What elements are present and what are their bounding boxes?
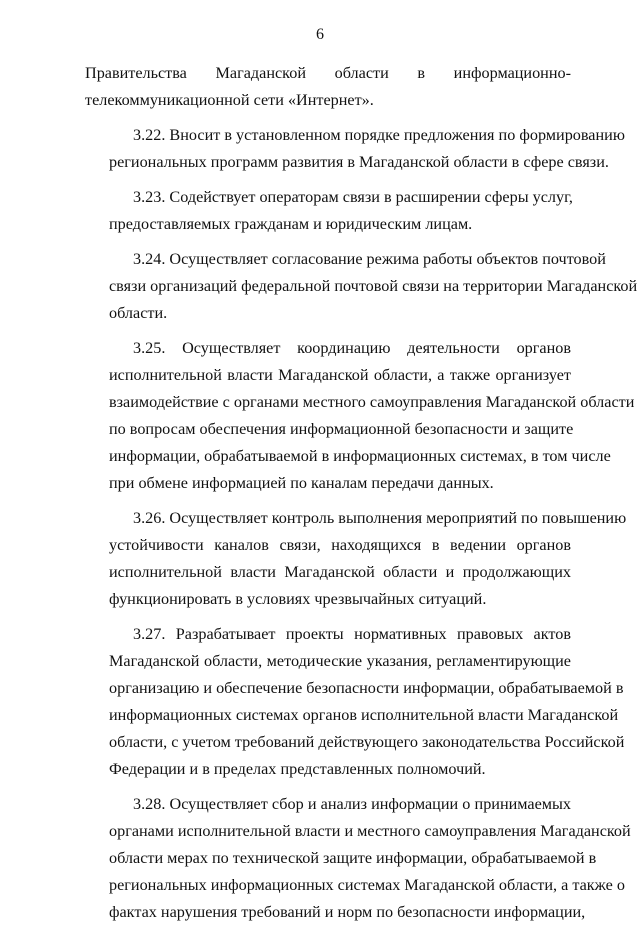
text-line: 3.28. Осуществляет сбор и анализ информации о принимаемых [133, 795, 571, 813]
text-line: предоставляемых гражданам и юридическим лицам. [109, 215, 473, 233]
paragraph [85, 505, 627, 613]
text-line: региональных программ развития в Магаданской области в сфере связи. [109, 153, 609, 171]
text-line: 3.24. Осуществляет согласование режима работы объектов почтовой [133, 250, 606, 268]
text-line: 3.23. Содействует операторам связи в расширении сферы услуг, [133, 188, 573, 206]
text-line: информационных системах органов исполнительной власти Магаданской [109, 706, 619, 724]
text-line: функционировать в условиях чрезвычайных ситуаций. [109, 590, 487, 608]
text-line: взаимодействие с органами местного самоуправления Магаданской области [109, 393, 635, 411]
text-line: телекоммуникационной сети «Интернет». [85, 91, 374, 109]
text-line: Федерации и в пределах представленных полномочий. [109, 760, 486, 778]
text-line: 3.25. Осуществляет координацию деятельности органов [133, 339, 571, 357]
text-line: Магаданской области, методические указания, регламентирующие [109, 652, 571, 670]
text-line: Правительства Магаданской области в информационно- [85, 64, 571, 82]
text-line: области мерах по технической защите информации, обрабатываемой в [109, 849, 597, 867]
paragraph [85, 60, 571, 114]
paragraph [85, 335, 635, 497]
paragraph [85, 122, 625, 176]
text-line: региональных информационных системах Магаданской области, а также о [109, 876, 625, 894]
paragraph [85, 246, 638, 327]
text-line: 3.22. Вносит в установленном порядке предложения по формированию [133, 126, 625, 144]
text-line: 3.26. Осуществляет контроль выполнения мероприятий по повышению [133, 509, 627, 527]
paragraph [85, 621, 625, 783]
text-line: по вопросам обеспечения информационной безопасности и защите [109, 420, 574, 438]
document-body [85, 60, 638, 926]
text-line: связи организаций федеральной почтовой связи на территории Магаданской [109, 277, 638, 295]
text-line: организацию и обеспечение безопасности информации, обрабатываемой в [109, 679, 624, 697]
paragraph [85, 791, 631, 926]
text-line: 3.27. Разрабатывает проекты нормативных правовых актов [133, 625, 571, 643]
text-line: области, с учетом требований действующего законодательства Российской [109, 733, 625, 751]
text-line: области. [109, 304, 168, 322]
text-line: исполнительной власти Магаданской области и продолжающих [109, 563, 571, 581]
text-line: устойчивости каналов связи, находящихся в ведении органов [109, 536, 571, 554]
text-line: органами исполнительной власти и местного самоуправления Магаданской [109, 822, 631, 840]
text-line: исполнительной власти Магаданской области, а также организует [109, 366, 571, 384]
text-line: фактах нарушения требований и норм по безопасности информации, [109, 903, 586, 921]
page-number: 6 [316, 26, 324, 43]
text-line: при обмене информацией по каналам передачи данных. [109, 474, 494, 492]
paragraph [85, 184, 571, 238]
text-line: информации, обрабатываемой в информационных системах, в том числе [109, 447, 611, 465]
